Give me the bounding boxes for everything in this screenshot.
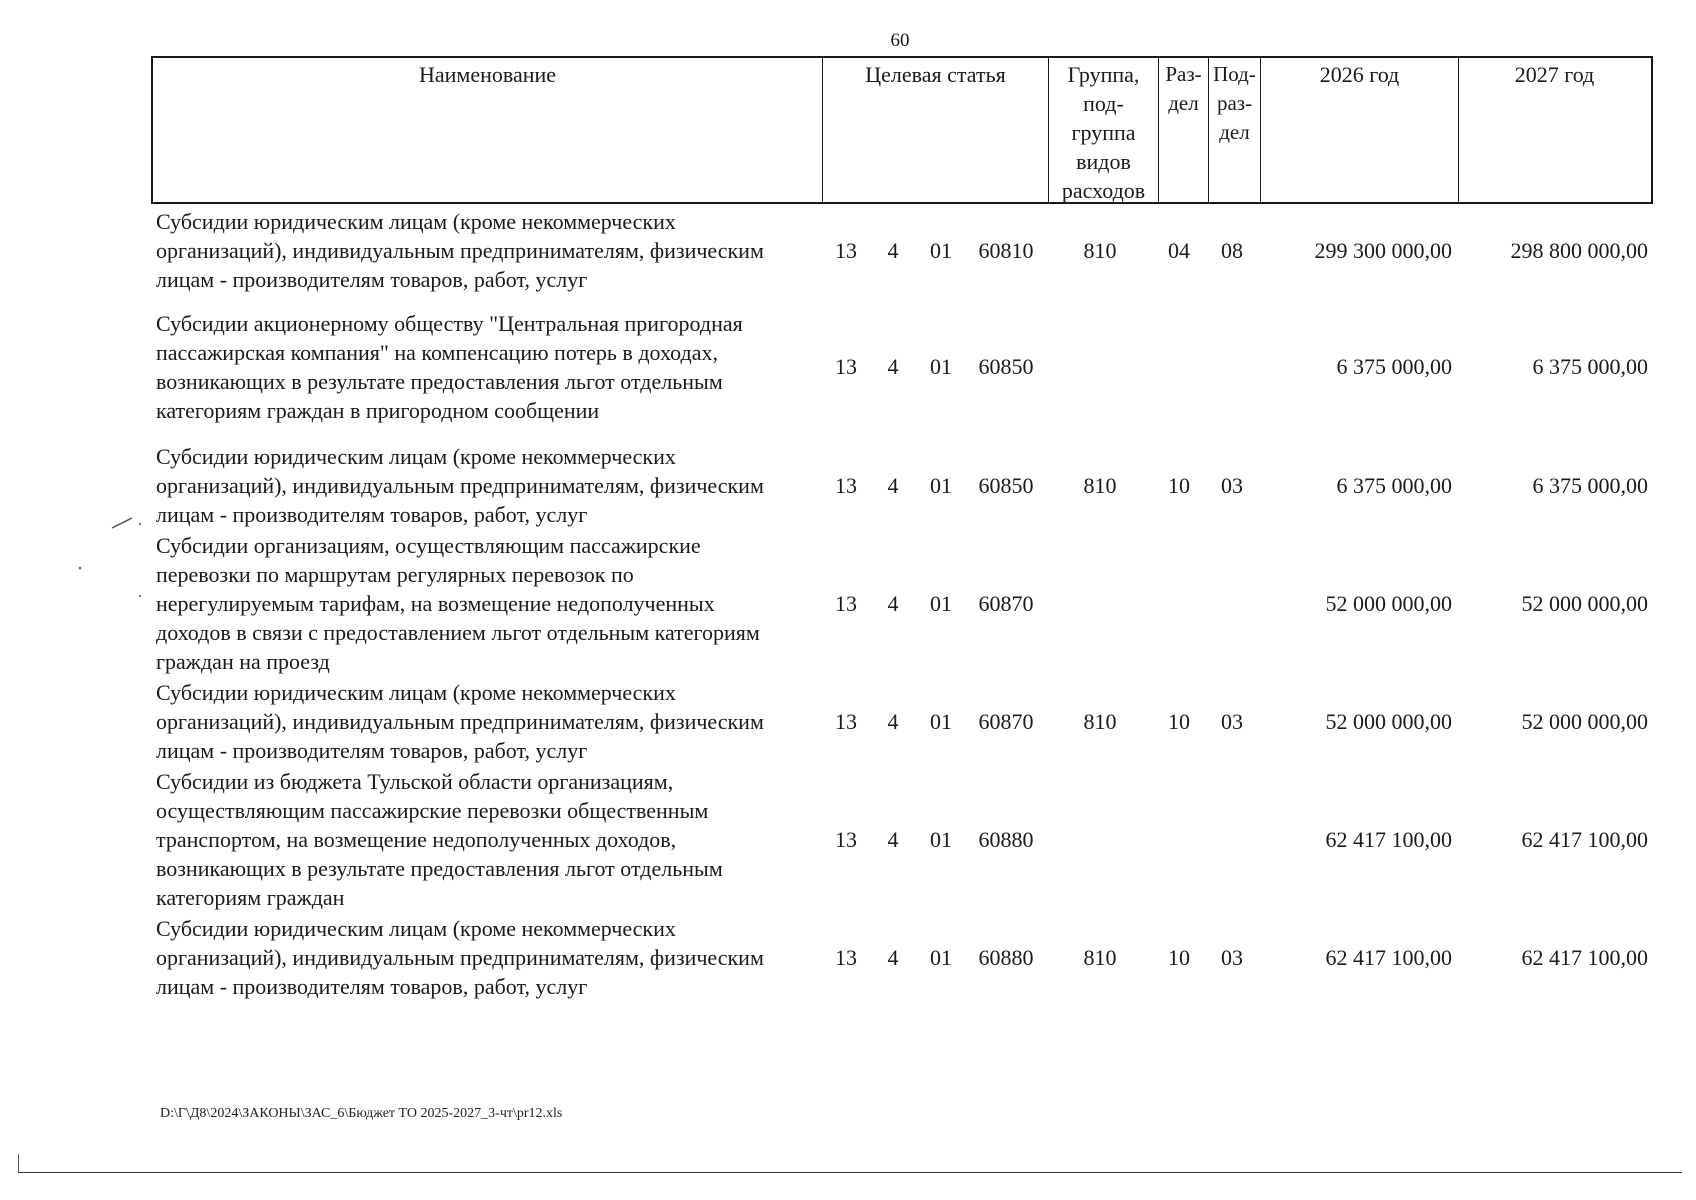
cell-amount-2027: 52 000 000,00	[1521, 709, 1648, 734]
page-number: 60	[890, 30, 910, 51]
cell-main-event: 01	[930, 238, 952, 263]
cell-direction: 60850	[978, 473, 1034, 498]
cell-podrazdel: 03	[1221, 473, 1243, 498]
pen-stroke-icon	[110, 512, 144, 532]
row-name-line: Субсидии юридическим лицам (кроме некоммерческих	[156, 209, 676, 234]
cell-podrazdel: 03	[1221, 945, 1243, 970]
cell-subprogram: 4	[887, 709, 899, 734]
cell-program: 13	[835, 473, 857, 498]
row-name-line: осуществляющим пассажирские перевозки общественным	[156, 798, 709, 823]
row-name-line: лицам - производителям товаров, работ, услуг	[156, 738, 588, 763]
cell-amount-2027: 6 375 000,00	[1532, 473, 1648, 498]
row-name-line: возникающих в результате предоставления льгот отдельным	[156, 369, 723, 394]
scan-dot	[77, 558, 83, 576]
header-target	[823, 58, 1049, 202]
cell-expense-group: 810	[1083, 238, 1117, 263]
cell-main-event: 01	[930, 473, 952, 498]
cell-amount-2026: 52 000 000,00	[1325, 591, 1452, 616]
header-year-2026	[1261, 58, 1459, 202]
cell-program: 13	[835, 709, 857, 734]
cell-direction: 60870	[978, 709, 1034, 734]
row-name-line: Субсидии юридическим лицам (кроме некоммерческих	[156, 444, 676, 469]
page-edge-tick	[18, 1154, 19, 1172]
row-name-line: категориям граждан	[156, 885, 345, 910]
header-group	[1049, 58, 1159, 202]
row-name-line: организаций), индивидуальным предпринимателям, физическим	[156, 473, 764, 498]
row-name	[156, 914, 816, 1001]
cell-main-event: 01	[930, 827, 952, 852]
cell-razdel: 10	[1168, 945, 1190, 970]
table-header	[151, 56, 1653, 204]
scan-dot	[137, 586, 143, 604]
header-group-line: расходов	[1061, 178, 1146, 203]
row-name-line: Субсидии акционерному обществу "Центральная пригородная	[156, 311, 743, 336]
cell-amount-2026: 299 300 000,00	[1314, 238, 1452, 263]
cell-program: 13	[835, 354, 857, 379]
cell-amount-2026: 62 417 100,00	[1325, 945, 1452, 970]
cell-program: 13	[835, 945, 857, 970]
header-group-line: под-	[1083, 91, 1124, 116]
row-name	[156, 442, 816, 529]
cell-direction: 60810	[978, 238, 1034, 263]
cell-amount-2027: 62 417 100,00	[1521, 945, 1648, 970]
header-razdel-line: дел	[1168, 91, 1199, 115]
cell-expense-group: 810	[1083, 473, 1117, 498]
cell-razdel: 04	[1168, 238, 1190, 263]
cell-program: 13	[835, 827, 857, 852]
row-name	[156, 531, 816, 676]
row-name-line: доходов в связи с предоставлением льгот отдельным категориям	[156, 620, 760, 645]
cell-program: 13	[835, 591, 857, 616]
cell-subprogram: 4	[887, 473, 899, 498]
row-name-line: категориям граждан в пригородном сообщении	[156, 398, 600, 423]
dot-icon	[77, 565, 83, 571]
header-group-line: видов	[1076, 149, 1131, 174]
cell-podrazdel: 08	[1221, 238, 1243, 263]
row-name-line: пассажирская компания" на компенсацию потерь в доходах,	[156, 340, 718, 365]
header-podrazdel	[1209, 58, 1261, 202]
row-name-line: перевозки по маршрутам регулярных перевозок по	[156, 562, 634, 587]
row-name-line: организаций), индивидуальным предпринимателям, физическим	[156, 945, 764, 970]
row-name	[156, 767, 816, 912]
cell-razdel: 10	[1168, 473, 1190, 498]
row-name	[156, 678, 816, 765]
cell-amount-2027: 52 000 000,00	[1521, 591, 1648, 616]
row-name-line: нерегулируемым тарифам, на возмещение недополученных	[156, 591, 715, 616]
pen-mark	[110, 512, 144, 537]
header-podrazdel-line: дел	[1219, 120, 1250, 144]
row-name-line: лицам - производителям товаров, работ, услуг	[156, 267, 588, 292]
row-name	[156, 207, 816, 294]
cell-program: 13	[835, 238, 857, 263]
header-target-label: Целевая статья	[865, 62, 1006, 87]
header-podrazdel-line: раз-	[1216, 91, 1253, 115]
header-podrazdel-line: Под-	[1213, 62, 1256, 86]
cell-amount-2026: 52 000 000,00	[1325, 709, 1452, 734]
row-name-line: организаций), индивидуальным предпринимателям, физическим	[156, 238, 764, 263]
cell-razdel: 10	[1168, 709, 1190, 734]
row-name-line: организаций), индивидуальным предпринимателям, физическим	[156, 709, 764, 734]
cell-subprogram: 4	[887, 354, 899, 379]
cell-subprogram: 4	[887, 591, 899, 616]
row-name-line: граждан на проезд	[156, 649, 330, 674]
cell-subprogram: 4	[887, 945, 899, 970]
header-year-2027	[1459, 58, 1650, 202]
cell-amount-2026: 6 375 000,00	[1336, 473, 1452, 498]
cell-amount-2027: 298 800 000,00	[1510, 238, 1648, 263]
header-razdel-line: Раз-	[1165, 62, 1202, 86]
cell-main-event: 01	[930, 591, 952, 616]
header-name-label: Наименование	[418, 62, 557, 87]
row-name-line: лицам - производителям товаров, работ, услуг	[156, 502, 588, 527]
cell-direction: 60870	[978, 591, 1034, 616]
header-year-2026-label: 2026 год	[1319, 62, 1400, 87]
row-name-line: Субсидии из бюджета Тульской области организациям,	[156, 769, 674, 794]
dot-icon	[137, 593, 143, 599]
cell-amount-2027: 62 417 100,00	[1521, 827, 1648, 852]
row-name-line: транспортом, на возмещение недополученных доходов,	[156, 827, 677, 852]
row-name-line: лицам - производителям товаров, работ, услуг	[156, 974, 588, 999]
header-year-2027-label: 2027 год	[1514, 62, 1595, 87]
row-name-line: Субсидии организациям, осуществляющим пассажирские	[156, 533, 701, 558]
cell-main-event: 01	[930, 945, 952, 970]
page-bottom-rule	[18, 1172, 1682, 1173]
row-name	[156, 309, 816, 425]
cell-expense-group: 810	[1083, 945, 1117, 970]
cell-amount-2026: 62 417 100,00	[1325, 827, 1452, 852]
cell-expense-group: 810	[1083, 709, 1117, 734]
cell-direction: 60880	[978, 827, 1034, 852]
cell-direction: 60850	[978, 354, 1034, 379]
cell-main-event: 01	[930, 709, 952, 734]
header-group-line: Группа,	[1067, 62, 1140, 87]
cell-subprogram: 4	[887, 238, 899, 263]
header-name	[153, 58, 823, 202]
cell-amount-2026: 6 375 000,00	[1336, 354, 1452, 379]
row-name-line: Субсидии юридическим лицам (кроме некоммерческих	[156, 680, 676, 705]
cell-amount-2027: 6 375 000,00	[1532, 354, 1648, 379]
cell-direction: 60880	[978, 945, 1034, 970]
cell-main-event: 01	[930, 354, 952, 379]
header-razdel	[1159, 58, 1209, 202]
cell-podrazdel: 03	[1221, 709, 1243, 734]
row-name-line: возникающих в результате предоставления льгот отдельным	[156, 856, 723, 881]
cell-subprogram: 4	[887, 827, 899, 852]
footer-file-path: D:\Г\Д8\2024\ЗАКОНЫ\ЗАС_6\Бюджет ТО 2025-2027_3-чт\pr12.xls	[160, 1106, 563, 1121]
header-group-line: группа	[1071, 120, 1136, 145]
row-name-line: Субсидии юридическим лицам (кроме некоммерческих	[156, 916, 676, 941]
